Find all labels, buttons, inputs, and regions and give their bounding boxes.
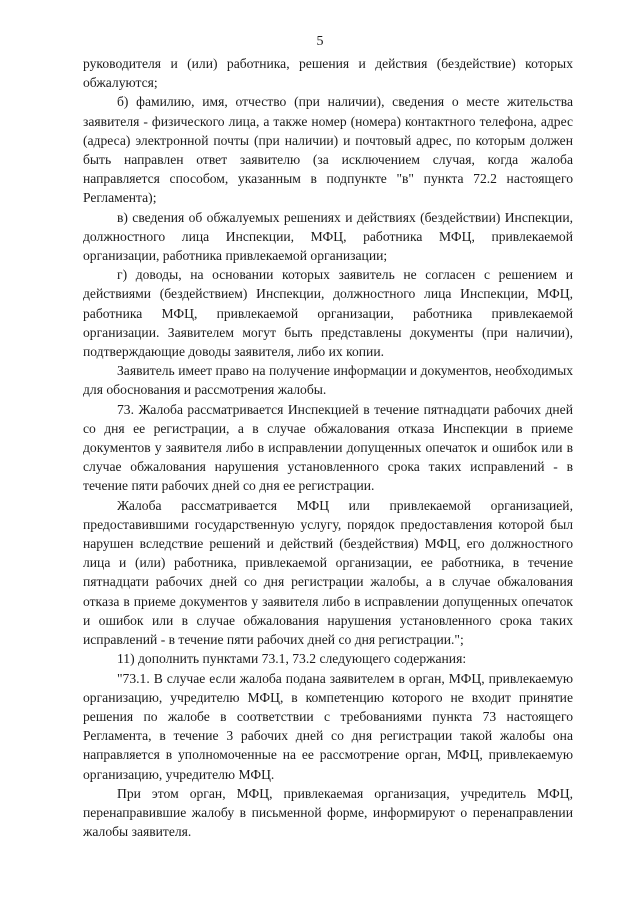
paragraph-5: Заявитель имеет право на получение информации и документов, необходимых для обоснования и рассмотрения жалобы. bbox=[83, 363, 573, 398]
paragraph-9: "73.1. В случае если жалоба подана заявителем в орган, МФЦ, привлекаемую организацию, учредителю МФЦ, в компетенцию которого не входит принятие решения по жалобе в соответствии с требованиями пункта 73 настоящего Регламента, в течение 3 рабочих дней со дня регистрации такой жалобы она направляется в уполномоченные на ее рассмотрение орган, МФЦ, привлекаемую организацию, учредителю МФЦ. bbox=[83, 670, 573, 782]
paragraph-4: г) доводы, на основании которых заявитель не согласен с решением и действиями (бездействием) Инспекции, должностного лица Инспекции, МФЦ, работника МФЦ, привлекаемой организации, работника привлекаемой организации. Заявителем могут быть представлены документы (при наличии), подтверждающие доводы заявителя, либо их копии. bbox=[83, 267, 573, 360]
paragraph-6: 73. Жалоба рассматривается Инспекцией в течение пятнадцати рабочих дней со дня ее регистрации, а в случае обжалования отказа Инспекции в приеме документов у заявителя либо в исправлении допущенных опечаток и ошибок или в случае обжалования нарушения установленного срока таких исправлений - в течение пяти рабочих дней со дня ее регистрации. bbox=[83, 401, 573, 494]
page-number: 5 bbox=[316, 34, 324, 49]
paragraph-10: При этом орган, МФЦ, привлекаемая организация, учредитель МФЦ, перенаправившие жалобу в письменной форме, информируют о перенаправлении жалобы заявителя. bbox=[83, 785, 573, 840]
paragraph-1: руководителя и (или) работника, решения и действия (бездействие) которых обжалуются; bbox=[83, 56, 573, 91]
paragraph-2: б) фамилию, имя, отчество (при наличии), сведения о месте жительства заявителя - физического лица, а также номер (номера) контактного телефона, адрес (адреса) электронной почты (при наличии) и почтовый адрес, по которым должен быть направлен ответ заявителю (за исключением случая, когда жалоба направляется способом, указанным в подпункте "в" пункта 72.2 настоящего Регламента); bbox=[83, 94, 573, 206]
document-body bbox=[83, 54, 573, 841]
paragraph-8: 11) дополнить пунктами 73.1, 73.2 следующего содержания: bbox=[117, 651, 467, 667]
paragraph-7: Жалоба рассматривается МФЦ или привлекаемой организацией, предоставившими государственную услугу, порядок предоставления которой был нарушен вследствие решений и действий (бездействия) МФЦ, его должностного лица и (или) работника, привлекаемой организации, ее работника, в течение пятнадцати рабочих дней со дня регистрации жалобы, а в случае обжалования отказа в приеме документов у заявителя либо в исправлении допущенных опечаток и ошибок или в случае обжалования нарушения установленного срока таких исправлений - в течение пяти рабочих дней со дня регистрации."; bbox=[83, 497, 573, 648]
paragraph-3: в) сведения об обжалуемых решениях и действиях (бездействии) Инспекции, должностного лица Инспекции, МФЦ, работника МФЦ, привлекаемой организации, работника привлекаемой организации; bbox=[83, 209, 573, 264]
